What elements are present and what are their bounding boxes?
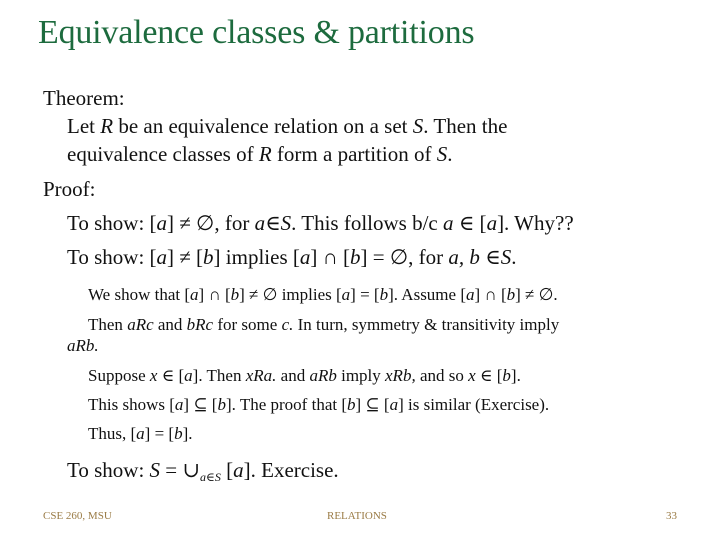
slide-title: Equivalence classes & partitions <box>38 14 475 51</box>
theorem-statement-line2: equivalence classes of R form a partition of S. <box>67 142 453 166</box>
theorem-label: Theorem: <box>43 86 125 110</box>
to-show-disjoint: To show: [a] ≠ [b] implies [a] ∩ [b] = ∅, for a, b ∈S. <box>67 245 517 269</box>
footer-page-number: 33 <box>666 510 677 522</box>
proof-step-4: This shows [a] ⊆ [b]. The proof that [b] ⊆ [a] is similar (Exercise). <box>88 395 550 414</box>
theorem-statement-line1: Let R be an equivalence relation on a set S. Then the <box>67 114 508 138</box>
footer-topic: RELATIONS <box>327 510 387 522</box>
footer-course: CSE 260, MSU <box>43 510 112 522</box>
proof-step-2-cont: aRb. <box>67 336 99 355</box>
proof-step-5: Thus, [a] = [b]. <box>88 424 193 443</box>
proof-step-2: Then aRc and bRc for some c. In turn, symmetry & transitivity imply <box>88 315 560 334</box>
proof-step-1: We show that [a] ∩ [b] ≠ ∅ implies [a] = [b]. Assume [a] ∩ [b] ≠ ∅. <box>88 285 558 304</box>
proof-label: Proof: <box>43 177 96 201</box>
to-show-union: To show: $S = \cup_{a\in S}$ [a]. Exercise. <box>67 458 339 484</box>
to-show-nonempty: To show: [a] ≠ ∅, for a∈S. This follows b/c a ∈ [a]. Why?? <box>67 211 574 235</box>
proof-step-3: Suppose x ∈ [a]. Then xRa. and aRb imply xRb, and so x ∈ [b]. <box>88 366 521 385</box>
